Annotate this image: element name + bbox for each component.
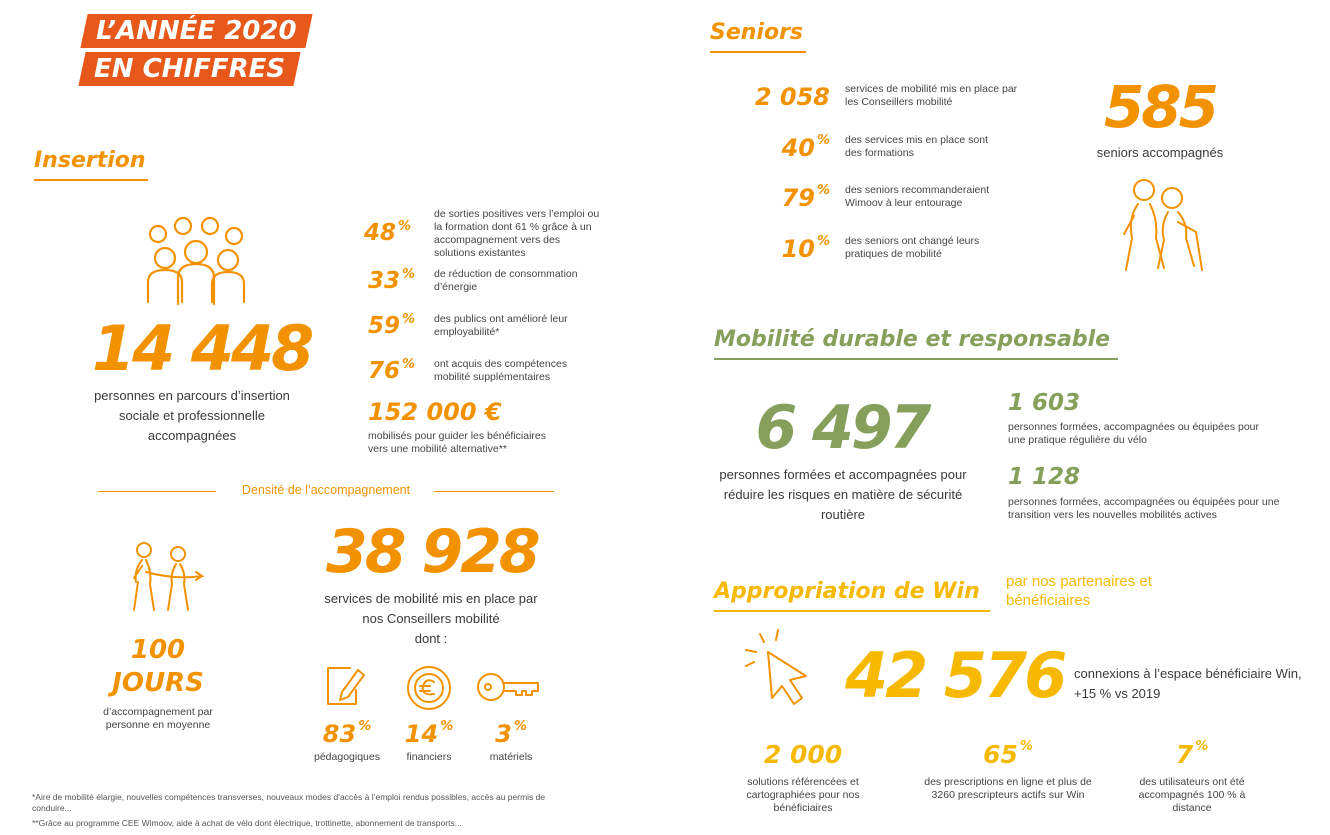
two-people-walking-icon [128, 540, 210, 615]
win-big-number: 42 576 [845, 639, 1065, 712]
density-label: Densité de l’accompagnement [241, 483, 411, 497]
mobilite-big-number: 6 497 [755, 393, 929, 463]
seniors-big-label: seniors accompagnés [1096, 145, 1224, 160]
insertion-money-value: 152 000 € [368, 398, 502, 426]
win-title: Appropriation de Win [714, 579, 990, 612]
density-divider-left [98, 491, 216, 492]
breakdown-item-2: 14 % financiers [404, 719, 454, 763]
win-stat-1: 2 000 solutions référencées et cartographiées pour nos bénéficiaires [746, 740, 860, 814]
insertion-money-label: mobilisés pour guider les bénéficiaires vers une mobilité alternative** [368, 430, 547, 455]
services-big-number: 38 928 [326, 517, 538, 587]
page-header [84, 14, 309, 86]
header-title-line2: EN CHIFFRES [78, 52, 300, 86]
header-title-line1: L’ANNÉE 2020 [80, 14, 312, 48]
mobilite-stat-2-label: personnes formées, accompagnées ou équipées pour une transition vers les nouvelles mobilités actives [1008, 496, 1280, 521]
seniors-walking-icon [1116, 176, 1220, 274]
mobilite-big-label: personnes formées et accompagnées pour réduire les risques en matière de sécurité routière [719, 467, 967, 522]
mobilite-stat-1-value: 1 603 [1008, 390, 1081, 416]
seniors-big-number: 585 [1103, 73, 1217, 141]
breakdown-item-1: 83 % pédagogiques [314, 719, 380, 763]
cursor-click-icon [742, 628, 814, 708]
win-subtitle: par nos partenaires et bénéficiaires [1006, 573, 1152, 609]
seniors-title: Seniors [710, 20, 806, 53]
euro-coin-icon [405, 664, 453, 712]
win-big-label: connexions à l’espace bénéficiaire Win, +15 % vs 2019 [1074, 666, 1302, 701]
win-stat-3: 7 % des utilisateurs ont été accompagnés 100 % à distance [1138, 739, 1246, 814]
pencil-paper-icon [324, 662, 368, 708]
services-label: services de mobilité mis en place par nos Conseillers mobilité [324, 591, 538, 626]
key-icon [475, 670, 541, 706]
insertion-big-label: personnes en parcours d’insertion sociale et professionnelle accompagnées [94, 388, 290, 443]
days-label: d’accompagnement par personne en moyenne [103, 706, 213, 731]
footnote-2: **Grâce au programme CEE Wimoov, aide à achat de vélo dont électrique, trottinette, abonnement de transports... [32, 818, 462, 828]
group-people-icon [138, 212, 253, 307]
services-dont: dont : [414, 631, 448, 646]
mobilite-title: Mobilité durable et responsable [714, 327, 1118, 360]
density-divider-right [434, 491, 554, 492]
days-value: 100 [130, 635, 186, 665]
breakdown-item-3: 3 % matériels [489, 719, 533, 763]
footnote-1: *Aire de mobilité élargie, nouvelles compétences transverses, nouveaux modes d’accès à l’emploi rendus possibles, accès au permis de conduire... [32, 792, 546, 813]
win-stat-2: 65 % des prescriptions en ligne et plus de 3260 prescripteurs actifs sur Win [924, 739, 1092, 801]
mobilite-stat-2-value: 1 128 [1008, 464, 1081, 490]
mobilite-stat-1-label: personnes formées, accompagnées ou équipées pour une pratique régulière du vélo [1008, 421, 1259, 446]
insertion-title: Insertion [34, 148, 148, 181]
days-unit: JOURS [112, 668, 204, 698]
insertion-big-number: 14 448 [92, 312, 312, 385]
